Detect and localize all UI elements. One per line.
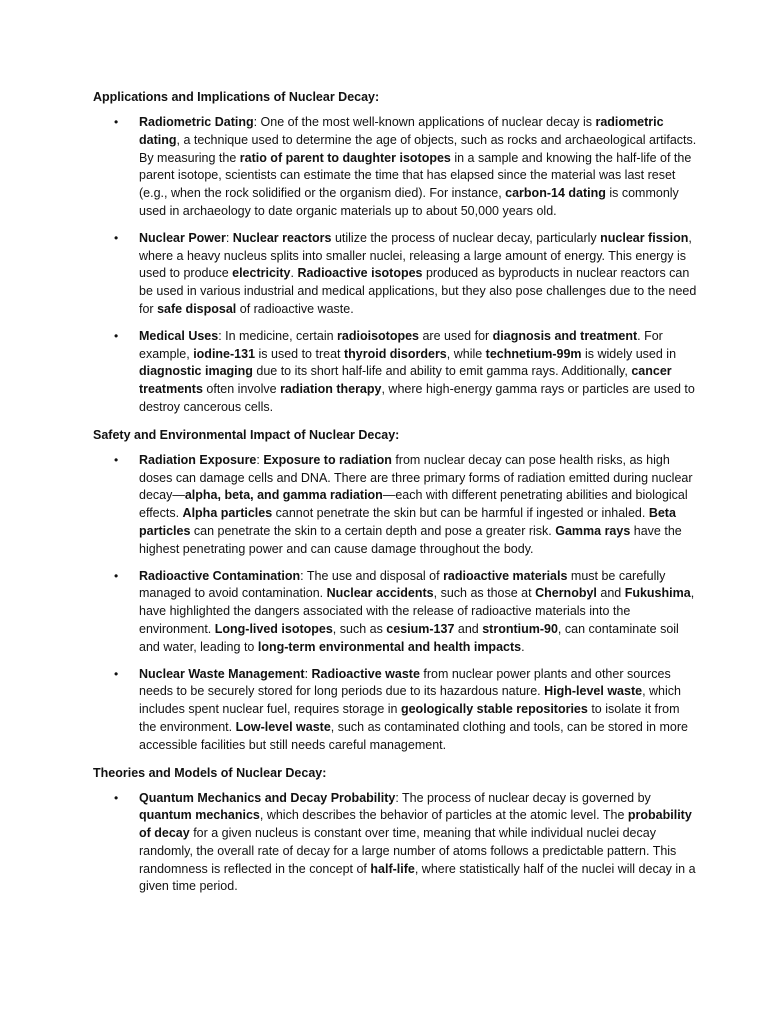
text-run: —each with different penetrating abilities and biological effects.	[139, 488, 688, 521]
bold-term: diagnostic imaging	[139, 364, 253, 379]
bold-term: Fukushima	[624, 586, 691, 601]
text-run: , such as those at	[433, 586, 536, 601]
text-run: : One of the most well-known applications of nuclear decay is	[253, 115, 596, 129]
text-run: of radioactive waste.	[236, 301, 354, 316]
text-run: : In medicine, certain	[218, 328, 338, 343]
bold-term: Low-level waste	[235, 719, 331, 734]
bold-term: alpha, beta, and gamma radiation	[184, 488, 383, 503]
bold-term: quantum mechanics	[139, 808, 260, 823]
text-run: , which includes spent nuclear fuel, requires storage in	[139, 684, 681, 717]
text-run: :	[256, 452, 264, 467]
text-run: , a technique used to determine the age of objects, such as rocks and archaeological artifacts. By measuring the	[139, 132, 697, 165]
bold-term: radioactive materials	[443, 568, 568, 583]
bold-term: radiation therapy	[280, 382, 382, 397]
bold-term: Radioactive Contamination	[139, 568, 301, 583]
bold-term: cesium-137	[386, 621, 455, 636]
bullet-list	[93, 452, 698, 755]
text-run: and	[454, 621, 483, 636]
bold-term: Exposure to radiation	[263, 452, 392, 467]
bold-term: technetium-99m	[485, 346, 582, 361]
text-run: , have highlighted the dangers associated with the release of radioactive materials into the environment.	[139, 586, 695, 636]
text-run: :	[225, 230, 233, 245]
bullet-dot-icon: •	[114, 790, 119, 805]
bold-term: Gamma rays	[555, 523, 631, 538]
text-run: in a sample and knowing the half-life of the parent isotope, scientists can estimate the time that has elapsed since the material was last reset (e.g., when the rock solidified or the organism died). For instance,	[139, 150, 692, 201]
bullet-item	[93, 666, 698, 755]
text-run: and	[596, 586, 625, 601]
text-run: .	[521, 639, 525, 654]
bold-term: Nuclear Waste Management	[139, 666, 305, 681]
text-run: to isolate it from the environment.	[139, 702, 680, 734]
bold-term: Nuclear reactors	[232, 230, 332, 245]
bullet-dot-icon: •	[114, 568, 119, 583]
text-run: , can contaminate soil and water, leading to	[139, 621, 679, 654]
bold-term: Nuclear accidents	[326, 586, 434, 601]
bold-term: electricity	[232, 266, 291, 281]
bold-term: probability of decay	[139, 808, 692, 841]
text-run: have the highest penetrating power and can cause damage throughout the body.	[139, 523, 682, 556]
section-heading: Safety and Environmental Impact of Nuclear Decay:	[93, 427, 400, 442]
section-heading: Applications and Implications of Nuclear Decay:	[93, 90, 380, 104]
bold-term: Radiation Exposure	[139, 452, 257, 467]
bold-term: long-term environmental and health impacts	[257, 639, 522, 654]
text-run: : The process of nuclear decay is governed by	[395, 790, 651, 805]
text-run: :	[304, 666, 312, 681]
text-run: for a given nucleus is constant over time, meaning that while individual nuclei decay randomly, the overall rate of decay for a large number of atoms follows a predictable pattern. This randomness is reflected in the concept of	[139, 826, 677, 876]
text-run: , such as	[332, 621, 387, 636]
bold-term: Alpha particles	[182, 506, 273, 521]
bold-term: iodine-131	[193, 346, 256, 361]
bold-term: thyroid disorders	[343, 346, 447, 361]
bold-term: safe disposal	[157, 301, 237, 316]
text-run: , such as contaminated clothing and tools, can be stored in more accessible facilities but still needs careful management.	[139, 719, 688, 752]
bold-term: radioisotopes	[337, 328, 419, 343]
bold-term: Radiometric Dating	[139, 115, 254, 129]
bold-term: geologically stable repositories	[400, 702, 588, 717]
text-run: due to its short half-life and ability to emit gamma rays. Additionally,	[252, 364, 632, 379]
bold-term: Nuclear Power	[139, 230, 226, 245]
text-run: cannot penetrate the skin but can be harmful if ingested or inhaled.	[272, 506, 649, 521]
text-run: is widely used in	[581, 346, 677, 361]
bold-term: half-life	[370, 861, 415, 876]
bold-term: Radioactive isotopes	[297, 266, 423, 281]
text-run: : The use and disposal of	[300, 568, 444, 583]
text-run: are used for	[419, 328, 493, 343]
bullet-item	[93, 230, 698, 319]
bold-term: High-level waste	[544, 684, 643, 699]
text-run: , which describes the behavior of particles at the atomic level. The	[259, 808, 628, 823]
bold-term: Quantum Mechanics and Decay Probability	[139, 790, 396, 805]
bullet-list	[93, 114, 698, 417]
bullet-dot-icon: •	[114, 115, 119, 129]
bullet-dot-icon: •	[114, 452, 119, 467]
bold-term: Beta particles	[139, 506, 676, 538]
bullet-dot-icon: •	[114, 666, 119, 681]
bold-term: ratio of parent to daughter isotopes	[239, 150, 451, 165]
bold-term: Medical Uses	[139, 328, 219, 343]
text-run: can penetrate the skin to a certain depth and pose a greater risk.	[190, 523, 556, 538]
text-run: , where statistically half of the nuclei will decay in a given time period.	[139, 861, 696, 894]
text-run: , where high-energy gamma rays or particles are used to destroy cancerous cells.	[139, 382, 695, 414]
text-run: is commonly used in archaeology to date organic materials up to about 50,000 years old.	[139, 186, 679, 218]
bold-term: radiometric dating	[139, 115, 664, 147]
bullet-dot-icon: •	[114, 328, 119, 343]
text-run: produced as byproducts in nuclear reactors can be used in various industrial and medical applications, but they also pose challenges due to the need for	[139, 266, 697, 316]
bold-term: strontium-90	[482, 621, 558, 636]
text-run: often involve	[202, 382, 281, 397]
bold-term: Chernobyl	[535, 586, 597, 601]
text-run: must be carefully managed to avoid contamination.	[139, 568, 666, 601]
bold-term: nuclear fission	[600, 230, 689, 245]
bullet-dot-icon: •	[114, 230, 119, 245]
document-body	[93, 88, 698, 896]
bullet-item	[93, 452, 698, 559]
bold-term: carbon-14 dating	[505, 186, 606, 201]
text-run: is used to treat	[255, 346, 344, 361]
text-run: utilize the process of nuclear decay, particularly	[331, 230, 601, 245]
text-run: . For example,	[139, 328, 663, 361]
bullet-item	[93, 114, 698, 221]
text-run: , while	[446, 346, 486, 361]
text-run: from nuclear decay can pose health risks, as high doses can damage cells and DNA. There are three primary forms of radiation emitted during nuclear decay—	[139, 452, 693, 503]
section-heading: Theories and Models of Nuclear Decay:	[93, 765, 327, 780]
bold-term: diagnosis and treatment	[492, 328, 638, 343]
bullet-item	[93, 568, 698, 657]
bullet-list	[93, 790, 698, 897]
bold-term: Long-lived isotopes	[214, 621, 333, 636]
bullet-item	[93, 790, 698, 897]
text-run: , where a heavy nucleus splits into smaller nuclei, releasing a large amount of energy. This energy is used to produce	[139, 230, 692, 281]
bullet-item	[93, 328, 698, 417]
text-run: from nuclear power plants and other sources needs to be securely stored for long periods due to its hazardous nature.	[139, 666, 671, 699]
bold-term: Radioactive waste	[311, 666, 420, 681]
text-run: .	[290, 266, 298, 281]
bold-term: cancer treatments	[139, 364, 672, 397]
